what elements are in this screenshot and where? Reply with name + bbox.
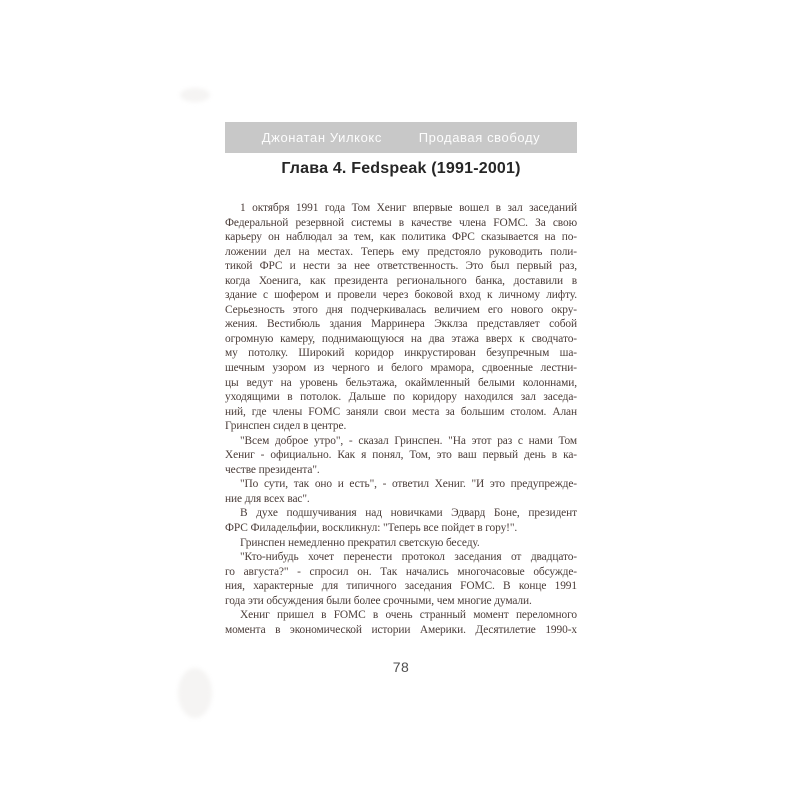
text-line: Гринспен сидел в центре. bbox=[225, 420, 347, 433]
text-line: карьеру он наблюдал за тем, как политика ФРС сказывается на по- bbox=[225, 231, 577, 244]
text-line: жения. Вестибюль здания Марринера Экклза представляет собой bbox=[225, 318, 577, 331]
text-line: В духе подшучивания над новичками Эдвард Боне, президент bbox=[240, 507, 577, 520]
text-line: цы ведут на уровень бельэтажа, окаймленный белыми колоннами, bbox=[225, 376, 577, 389]
text-line: Хениг пришел в FOMC в очень странный момент переломного bbox=[240, 609, 577, 622]
text-line: ния, характерные для типичного заседания FOMC. В конце 1991 bbox=[225, 580, 577, 593]
text-line: "По сути, так оно и есть", - ответил Хениг. "И это предупрежде- bbox=[240, 478, 577, 491]
text-line: Гринспен немедленно прекратил светскую беседу. bbox=[240, 536, 480, 549]
text-line: Федеральной резервной системы в качестве члена FOMC. За свою bbox=[225, 216, 577, 229]
paragraph bbox=[225, 477, 577, 506]
text-line: ложении дел на местах. Теперь ему предстояло руководить поли- bbox=[225, 245, 577, 258]
body-text bbox=[225, 201, 577, 637]
running-header-book-title: Продавая свободу bbox=[418, 130, 541, 145]
text-line: честве президента". bbox=[225, 463, 320, 476]
text-line: когда Хоенига, как президента регионального банка, доставили в bbox=[225, 274, 577, 287]
text-line: "Всем доброе утро", - сказал Гринспен. "На этот раз с нами Том bbox=[240, 434, 577, 447]
paragraph bbox=[225, 536, 577, 551]
paragraph bbox=[225, 506, 577, 535]
running-header bbox=[225, 122, 577, 153]
text-line: огромную камеру, поднимающуюся на два этажа вверх к сводчато- bbox=[225, 332, 577, 345]
text-line: му потолку. Широкий коридор инкрустирован безупречным ша- bbox=[225, 347, 577, 360]
page-number: 78 bbox=[392, 659, 410, 675]
paragraph bbox=[225, 201, 577, 434]
text-line: шечным узором из черного и белого мрамора, сдвоенные лестни- bbox=[225, 362, 577, 375]
text-line: тикой ФРС и нести за нее ответственность. Это был первый раз, bbox=[225, 260, 577, 273]
text-line: уходящими в потолок. Дальше по коридору находился зал заседа- bbox=[225, 391, 577, 404]
paragraph bbox=[225, 434, 577, 478]
text-line: здание с шофером и провели через боковой вход к личному лифту. bbox=[225, 289, 577, 302]
text-line: Серьезность этого дня подчеркивалась величием его нового окру- bbox=[225, 303, 577, 316]
scan-smudge bbox=[180, 88, 210, 102]
text-line: момента в экономической истории Америки. Десятилетие 1990-х bbox=[225, 623, 577, 636]
running-header-author: Джонатан Уилкокс bbox=[261, 130, 382, 145]
text-line: "Кто-нибудь хочет перенести протокол заседания от двадцато- bbox=[240, 551, 577, 564]
text-line: ний, где члены FOMC заняли свои места за большим столом. Алан bbox=[225, 405, 577, 418]
text-line: го августа?" - спросил он. Так начались многочасовые обсужде- bbox=[225, 565, 577, 578]
chapter-heading: Глава 4. Fedspeak (1991-2001) bbox=[281, 160, 521, 177]
paragraph bbox=[225, 608, 577, 637]
scan-smudge bbox=[178, 668, 212, 718]
text-line: Хениг - официально. Как я понял, Том, это ваш первый день в ка- bbox=[225, 449, 577, 462]
text-line: ФРС Филадельфии, воскликнул: "Теперь все пойдет в гору!". bbox=[225, 522, 518, 535]
text-line: 1 октября 1991 года Том Хениг впервые вошел в зал заседаний bbox=[240, 202, 577, 214]
text-line: ние для всех вас". bbox=[225, 492, 310, 505]
paragraph bbox=[225, 550, 577, 608]
text-line: года эти обсуждения были более срочными, чем многие думали. bbox=[225, 594, 532, 607]
